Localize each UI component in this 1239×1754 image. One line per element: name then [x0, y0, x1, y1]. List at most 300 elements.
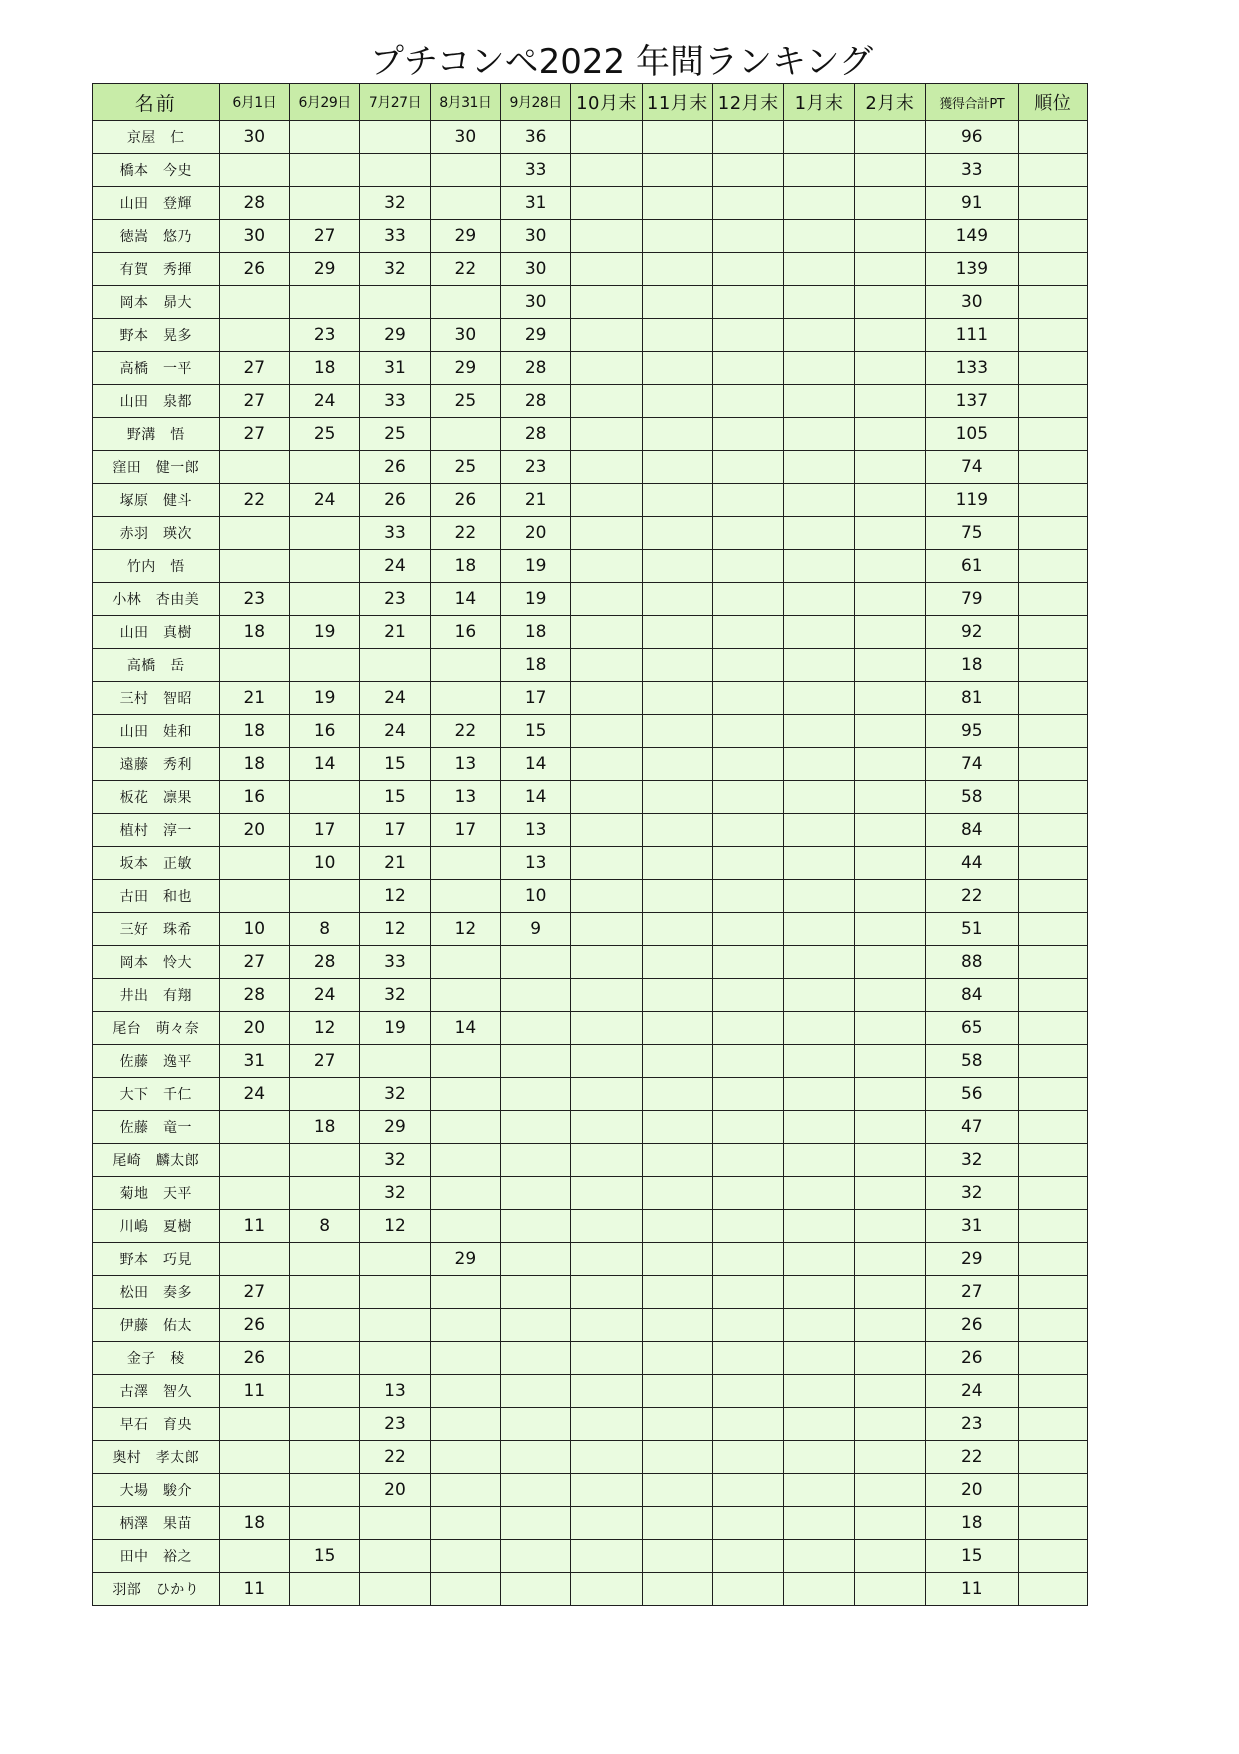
total-pt-cell: 18 — [926, 1507, 1018, 1540]
header-nov-end: 11月末 — [642, 84, 712, 121]
score-cell: 19 — [501, 550, 571, 583]
table-row — [93, 682, 1088, 715]
score-cell — [713, 385, 784, 418]
score-cell — [571, 847, 642, 880]
score-cell — [430, 649, 500, 682]
score-cell: 18 — [289, 1111, 359, 1144]
score-cell — [784, 946, 854, 979]
score-cell — [430, 1408, 500, 1441]
score-cell — [571, 1540, 642, 1573]
score-cell — [713, 1474, 784, 1507]
total-pt-cell: 32 — [926, 1177, 1018, 1210]
score-cell — [854, 286, 925, 319]
score-cell — [219, 1177, 289, 1210]
score-cell — [571, 550, 642, 583]
score-cell — [501, 1408, 571, 1441]
table-row — [93, 1375, 1088, 1408]
rank-cell — [1018, 946, 1087, 979]
score-cell: 18 — [219, 715, 289, 748]
score-cell — [642, 616, 712, 649]
score-cell: 19 — [289, 616, 359, 649]
score-cell — [784, 1375, 854, 1408]
score-cell — [854, 1375, 925, 1408]
score-cell — [642, 1144, 712, 1177]
score-cell: 32 — [360, 1078, 430, 1111]
score-cell: 12 — [289, 1012, 359, 1045]
score-cell — [219, 1408, 289, 1441]
rank-cell — [1018, 517, 1087, 550]
score-cell — [784, 253, 854, 286]
player-name: 川嶋 夏樹 — [93, 1210, 220, 1243]
score-cell — [430, 946, 500, 979]
score-cell — [642, 1078, 712, 1111]
table-row — [93, 253, 1088, 286]
score-cell — [784, 352, 854, 385]
header-sep-28: 9月28日 — [501, 84, 571, 121]
rank-cell — [1018, 385, 1087, 418]
score-cell: 23 — [360, 1408, 430, 1441]
score-cell — [854, 1144, 925, 1177]
score-cell: 15 — [289, 1540, 359, 1573]
score-cell: 32 — [360, 979, 430, 1012]
score-cell: 30 — [219, 220, 289, 253]
score-cell — [642, 550, 712, 583]
score-cell: 24 — [360, 715, 430, 748]
table-row — [93, 616, 1088, 649]
player-name: 佐藤 竜一 — [93, 1111, 220, 1144]
score-cell — [571, 154, 642, 187]
score-cell: 13 — [360, 1375, 430, 1408]
score-cell — [642, 1210, 712, 1243]
score-cell: 22 — [430, 715, 500, 748]
table-row — [93, 550, 1088, 583]
score-cell — [289, 781, 359, 814]
score-cell — [360, 1540, 430, 1573]
score-cell — [713, 187, 784, 220]
score-cell — [713, 616, 784, 649]
score-cell — [430, 1375, 500, 1408]
score-cell — [430, 979, 500, 1012]
score-cell — [430, 1111, 500, 1144]
table-row — [93, 121, 1088, 154]
rank-cell — [1018, 253, 1087, 286]
score-cell: 30 — [430, 319, 500, 352]
score-cell: 15 — [501, 715, 571, 748]
rank-cell — [1018, 1210, 1087, 1243]
score-cell: 24 — [289, 979, 359, 1012]
score-cell — [854, 418, 925, 451]
score-cell — [713, 1144, 784, 1177]
score-cell: 13 — [430, 781, 500, 814]
score-cell: 10 — [289, 847, 359, 880]
score-cell — [289, 1144, 359, 1177]
table-row — [93, 583, 1088, 616]
score-cell — [571, 1507, 642, 1540]
page-title: プチコンペ2022 年間ランキング — [370, 42, 873, 82]
score-cell — [430, 1276, 500, 1309]
score-cell — [430, 847, 500, 880]
total-pt-cell: 11 — [926, 1573, 1018, 1606]
score-cell: 21 — [501, 484, 571, 517]
score-cell — [571, 1276, 642, 1309]
table-row — [93, 187, 1088, 220]
score-cell: 16 — [219, 781, 289, 814]
score-cell — [854, 484, 925, 517]
score-cell — [642, 913, 712, 946]
score-cell — [501, 1540, 571, 1573]
score-cell — [571, 451, 642, 484]
score-cell: 16 — [289, 715, 359, 748]
score-cell — [289, 649, 359, 682]
score-cell: 23 — [219, 583, 289, 616]
score-cell: 26 — [430, 484, 500, 517]
score-cell — [219, 1474, 289, 1507]
score-cell — [854, 1474, 925, 1507]
score-cell — [571, 220, 642, 253]
score-cell — [784, 1540, 854, 1573]
score-cell: 23 — [501, 451, 571, 484]
score-cell — [642, 1177, 712, 1210]
score-cell — [501, 1111, 571, 1144]
score-cell — [642, 1342, 712, 1375]
score-cell — [501, 1177, 571, 1210]
player-name: 早石 育央 — [93, 1408, 220, 1441]
score-cell: 18 — [501, 616, 571, 649]
header-jun-29: 6月29日 — [289, 84, 359, 121]
score-cell — [571, 913, 642, 946]
player-name: 大場 駿介 — [93, 1474, 220, 1507]
score-cell — [571, 352, 642, 385]
rank-cell — [1018, 1177, 1087, 1210]
score-cell — [571, 616, 642, 649]
score-cell — [430, 1441, 500, 1474]
score-cell — [713, 649, 784, 682]
score-cell — [501, 1243, 571, 1276]
score-cell — [854, 847, 925, 880]
player-name: 窪田 健一郎 — [93, 451, 220, 484]
score-cell — [289, 1177, 359, 1210]
score-cell: 30 — [430, 121, 500, 154]
header-rank: 順位 — [1018, 84, 1087, 121]
score-cell — [854, 253, 925, 286]
score-cell — [571, 682, 642, 715]
score-cell: 20 — [219, 814, 289, 847]
score-cell — [360, 121, 430, 154]
score-cell — [713, 682, 784, 715]
score-cell — [642, 1012, 712, 1045]
score-cell: 30 — [219, 121, 289, 154]
rank-cell — [1018, 1045, 1087, 1078]
score-cell — [360, 1507, 430, 1540]
score-cell — [713, 154, 784, 187]
score-cell — [501, 1078, 571, 1111]
score-cell: 32 — [360, 187, 430, 220]
score-cell — [571, 1375, 642, 1408]
score-cell: 14 — [430, 583, 500, 616]
score-cell — [360, 1276, 430, 1309]
score-cell: 31 — [501, 187, 571, 220]
rank-cell — [1018, 451, 1087, 484]
score-cell — [784, 484, 854, 517]
total-pt-cell: 58 — [926, 781, 1018, 814]
rank-cell — [1018, 979, 1087, 1012]
score-cell — [713, 781, 784, 814]
ranking-table — [92, 83, 1088, 1606]
total-pt-cell: 23 — [926, 1408, 1018, 1441]
score-cell — [289, 1309, 359, 1342]
score-cell: 15 — [360, 748, 430, 781]
player-name: 菊地 天平 — [93, 1177, 220, 1210]
score-cell — [642, 1540, 712, 1573]
player-name: 羽部 ひかり — [93, 1573, 220, 1606]
score-cell — [571, 1078, 642, 1111]
player-name: 板花 凛果 — [93, 781, 220, 814]
rank-cell — [1018, 220, 1087, 253]
score-cell — [854, 649, 925, 682]
score-cell — [289, 451, 359, 484]
score-cell — [642, 253, 712, 286]
score-cell: 29 — [289, 253, 359, 286]
score-cell: 28 — [289, 946, 359, 979]
score-cell — [854, 451, 925, 484]
score-cell — [854, 1309, 925, 1342]
total-pt-cell: 32 — [926, 1144, 1018, 1177]
score-cell — [854, 781, 925, 814]
score-cell — [854, 1441, 925, 1474]
total-pt-cell: 22 — [926, 880, 1018, 913]
score-cell — [430, 1144, 500, 1177]
score-cell — [854, 748, 925, 781]
score-cell: 24 — [289, 385, 359, 418]
player-name: 橋本 今史 — [93, 154, 220, 187]
score-cell — [642, 1441, 712, 1474]
table-row — [93, 748, 1088, 781]
rank-cell — [1018, 1309, 1087, 1342]
table-row — [93, 385, 1088, 418]
score-cell — [571, 583, 642, 616]
score-cell — [219, 550, 289, 583]
player-name: 井出 有翔 — [93, 979, 220, 1012]
total-pt-cell: 81 — [926, 682, 1018, 715]
score-cell: 11 — [219, 1375, 289, 1408]
table-row — [93, 715, 1088, 748]
total-pt-cell: 139 — [926, 253, 1018, 286]
score-cell — [854, 1573, 925, 1606]
rank-cell — [1018, 1540, 1087, 1573]
total-pt-cell: 149 — [926, 220, 1018, 253]
score-cell: 33 — [360, 946, 430, 979]
score-cell — [430, 418, 500, 451]
table-row — [93, 1012, 1088, 1045]
score-cell — [571, 979, 642, 1012]
score-cell — [784, 913, 854, 946]
score-cell — [289, 583, 359, 616]
score-cell: 29 — [430, 1243, 500, 1276]
score-cell — [784, 1309, 854, 1342]
total-pt-cell: 133 — [926, 352, 1018, 385]
player-name: 山田 真樹 — [93, 616, 220, 649]
score-cell — [430, 1177, 500, 1210]
score-cell: 27 — [219, 1276, 289, 1309]
score-cell: 18 — [289, 352, 359, 385]
score-cell — [713, 1441, 784, 1474]
score-cell — [501, 1474, 571, 1507]
total-pt-cell: 33 — [926, 154, 1018, 187]
table-row — [93, 847, 1088, 880]
header-jan-end: 1月末 — [784, 84, 854, 121]
score-cell: 26 — [360, 451, 430, 484]
rank-cell — [1018, 319, 1087, 352]
score-cell: 15 — [360, 781, 430, 814]
score-cell: 17 — [501, 682, 571, 715]
total-pt-cell: 56 — [926, 1078, 1018, 1111]
score-cell — [571, 715, 642, 748]
score-cell: 22 — [430, 517, 500, 550]
score-cell — [713, 1012, 784, 1045]
score-cell — [854, 1540, 925, 1573]
player-name: 田中 裕之 — [93, 1540, 220, 1573]
total-pt-cell: 74 — [926, 748, 1018, 781]
score-cell — [642, 220, 712, 253]
score-cell — [784, 1012, 854, 1045]
score-cell — [219, 451, 289, 484]
score-cell — [784, 1045, 854, 1078]
player-name: 野溝 悟 — [93, 418, 220, 451]
rank-cell — [1018, 418, 1087, 451]
total-pt-cell: 84 — [926, 979, 1018, 1012]
score-cell — [501, 1045, 571, 1078]
total-pt-cell: 65 — [926, 1012, 1018, 1045]
player-name: 野本 巧見 — [93, 1243, 220, 1276]
score-cell: 29 — [430, 352, 500, 385]
score-cell — [642, 154, 712, 187]
score-cell — [713, 814, 784, 847]
score-cell — [784, 1276, 854, 1309]
score-cell: 21 — [360, 847, 430, 880]
header-jun-1: 6月1日 — [219, 84, 289, 121]
score-cell: 28 — [219, 187, 289, 220]
rank-cell — [1018, 715, 1087, 748]
score-cell — [784, 154, 854, 187]
score-cell — [784, 1441, 854, 1474]
score-cell — [784, 1243, 854, 1276]
table-row — [93, 1342, 1088, 1375]
rank-cell — [1018, 1573, 1087, 1606]
player-name: 山田 泉都 — [93, 385, 220, 418]
score-cell — [501, 1375, 571, 1408]
score-cell — [642, 1309, 712, 1342]
score-cell — [854, 1210, 925, 1243]
score-cell — [501, 1342, 571, 1375]
score-cell — [642, 814, 712, 847]
score-cell: 24 — [289, 484, 359, 517]
score-cell — [219, 1540, 289, 1573]
score-cell — [571, 1573, 642, 1606]
score-cell — [571, 253, 642, 286]
rank-cell — [1018, 847, 1087, 880]
rank-cell — [1018, 187, 1087, 220]
rank-cell — [1018, 781, 1087, 814]
score-cell — [571, 1177, 642, 1210]
score-cell — [713, 253, 784, 286]
score-cell — [289, 1243, 359, 1276]
score-cell — [571, 1474, 642, 1507]
score-cell — [642, 286, 712, 319]
score-cell — [289, 1276, 359, 1309]
score-cell — [854, 616, 925, 649]
score-cell — [713, 1342, 784, 1375]
score-cell — [784, 1144, 854, 1177]
rank-cell — [1018, 913, 1087, 946]
score-cell — [713, 1408, 784, 1441]
score-cell — [571, 1111, 642, 1144]
score-cell — [642, 385, 712, 418]
score-cell — [289, 550, 359, 583]
score-cell — [784, 814, 854, 847]
header-name: 名前 — [93, 84, 220, 121]
table-row — [93, 1144, 1088, 1177]
total-pt-cell: 105 — [926, 418, 1018, 451]
rank-cell — [1018, 748, 1087, 781]
score-cell — [784, 880, 854, 913]
score-cell — [642, 1573, 712, 1606]
score-cell — [430, 154, 500, 187]
score-cell: 21 — [360, 616, 430, 649]
score-cell — [713, 1507, 784, 1540]
table-row — [93, 781, 1088, 814]
table-row — [93, 649, 1088, 682]
score-cell — [289, 286, 359, 319]
total-pt-cell: 18 — [926, 649, 1018, 682]
rank-cell — [1018, 1243, 1087, 1276]
score-cell — [501, 1573, 571, 1606]
score-cell — [854, 517, 925, 550]
table-row — [93, 352, 1088, 385]
player-name: 尾台 萌々奈 — [93, 1012, 220, 1045]
score-cell: 27 — [219, 385, 289, 418]
score-cell — [571, 1408, 642, 1441]
score-cell — [642, 1375, 712, 1408]
score-cell: 32 — [360, 1177, 430, 1210]
score-cell — [501, 1012, 571, 1045]
player-name: 赤羽 瑛次 — [93, 517, 220, 550]
score-cell — [430, 1309, 500, 1342]
score-cell — [219, 847, 289, 880]
score-cell — [713, 1111, 784, 1144]
player-name: 竹内 悟 — [93, 550, 220, 583]
total-pt-cell: 92 — [926, 616, 1018, 649]
score-cell — [642, 352, 712, 385]
total-pt-cell: 20 — [926, 1474, 1018, 1507]
player-name: 古澤 智久 — [93, 1375, 220, 1408]
score-cell: 13 — [501, 814, 571, 847]
score-cell — [854, 1507, 925, 1540]
score-cell: 36 — [501, 121, 571, 154]
score-cell — [642, 1408, 712, 1441]
score-cell — [360, 1243, 430, 1276]
player-name: 古田 和也 — [93, 880, 220, 913]
score-cell — [713, 1375, 784, 1408]
table-row — [93, 220, 1088, 253]
score-cell — [854, 121, 925, 154]
header-oct-end: 10月末 — [571, 84, 642, 121]
score-cell — [854, 1243, 925, 1276]
table-row — [93, 1408, 1088, 1441]
score-cell — [854, 220, 925, 253]
score-cell — [713, 121, 784, 154]
score-cell — [219, 1111, 289, 1144]
score-cell — [501, 946, 571, 979]
